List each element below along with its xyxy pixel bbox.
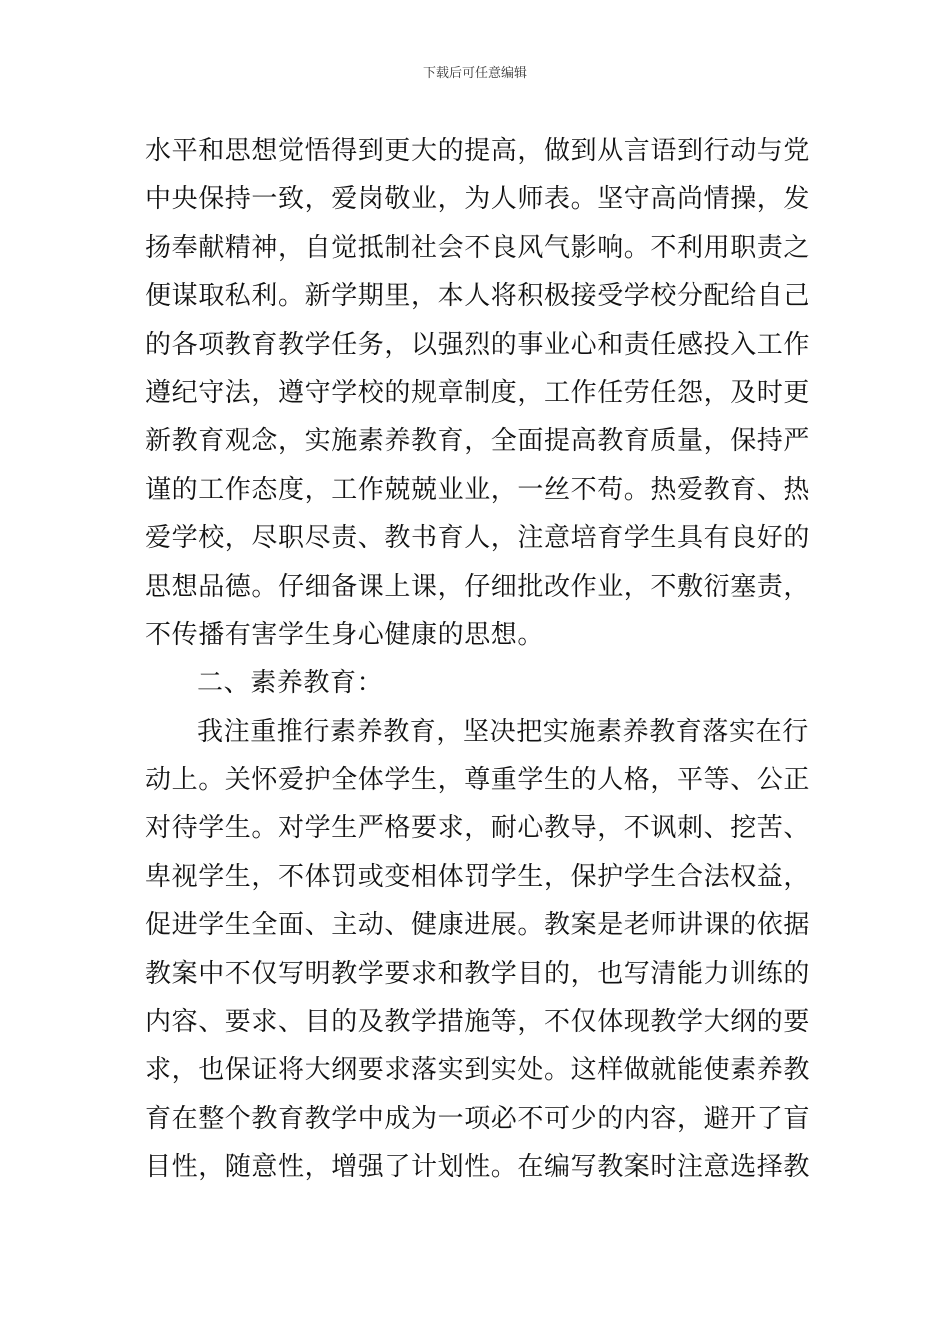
text-line: 二、素养教育： xyxy=(197,668,384,699)
body-text xyxy=(145,127,810,1192)
text-line: 我注重推行素养教育，坚决把实施素养教育落实在行 xyxy=(197,716,809,747)
text-line: 不传播有害学生身心健康的思想。 xyxy=(145,619,545,650)
text-line: 卑视学生，不体罚或变相体罚学生，保护学生合法权益， xyxy=(145,861,810,892)
text-line: 促进学生全面、主动、健康进展。教案是老师讲课的依据 xyxy=(145,910,810,941)
header-note: 下载后可任意编辑 xyxy=(422,66,527,81)
text-line: 爱学校，尽职尽责、教书育人，注意培育学生具有良好的 xyxy=(145,523,810,554)
text-line: 思想品德。仔细备课上课，仔细批改作业，不敷衍塞责， xyxy=(145,571,810,602)
text-line: 动上。关怀爱护全体学生，尊重学生的人格，平等、公正 xyxy=(145,765,810,796)
text-line: 内容、要求、目的及教学措施等，不仅体现教学大纲的要 xyxy=(145,1007,810,1038)
text-line: 的各项教育教学任务，以强烈的事业心和责任感投入工作 xyxy=(145,329,810,360)
text-line: 育在整个教育教学中成为一项必不可少的内容，避开了盲 xyxy=(145,1103,810,1134)
text-line: 求，也保证将大纲要求落实到实处。这样做就能使素养教 xyxy=(145,1055,810,1086)
text-line: 教案中不仅写明教学要求和教学目的，也写清能力训练的 xyxy=(145,958,810,989)
text-line: 新教育观念，实施素养教育，全面提高教育质量，保持严 xyxy=(145,426,810,457)
text-line: 水平和思想觉悟得到更大的提高，做到从言语到行动与党 xyxy=(145,136,810,166)
text-line: 对待学生。对学生严格要求，耐心教导，不讽刺、挖苦、 xyxy=(145,813,810,844)
text-line: 谨的工作态度，工作兢兢业业，一丝不苟。热爱教育、热 xyxy=(145,474,810,505)
text-line: 遵纪守法，遵守学校的规章制度，工作任劳任怨，及时更 xyxy=(145,377,810,408)
text-line: 中央保持一致，爱岗敬业，为人师表。坚守高尚情操，发 xyxy=(145,184,810,215)
text-line: 目性，随意性，增强了计划性。在编写教案时注意选择教 xyxy=(145,1152,810,1183)
text-line: 扬奉献精神，自觉抵制社会不良风气影响。不利用职责之 xyxy=(145,232,810,263)
text-line: 便谋取私利。新学期里，本人将积极接受学校分配给自己 xyxy=(145,281,810,312)
